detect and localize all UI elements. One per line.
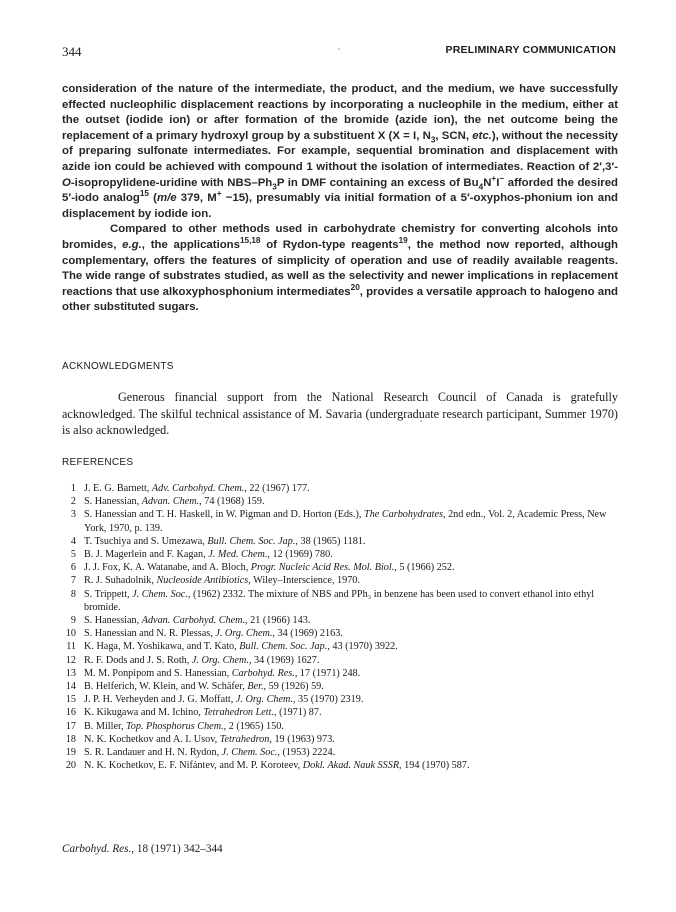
- citation-superscript: 15: [139, 189, 149, 199]
- reference-item: [62, 733, 622, 746]
- reference-journal: Bull. Chem. Soc. Jap.: [239, 641, 328, 653]
- reference-number: 2: [70, 496, 76, 508]
- reference-authors: S. Hanessian,: [84, 615, 142, 627]
- scan-speck: [338, 48, 340, 50]
- reference-journal: The Carbohydrates: [364, 509, 443, 521]
- text-run: , provides a versatile approach to halogeno and other substituted sugars.: [62, 285, 619, 314]
- reference-item: [62, 508, 622, 534]
- reference-journal: Adv. Carbohyd. Chem.: [151, 483, 245, 494]
- reference-item: [62, 588, 622, 614]
- reference-authors: J. P. H. Verheyden and J. G. Moffatt,: [84, 694, 236, 706]
- reference-journal: J. Org. Chem.: [191, 654, 249, 666]
- references-heading: REFERENCES: [62, 457, 134, 468]
- footer-citation: , 18 (1971) 342–344: [131, 843, 223, 855]
- reference-details: , (1971) 87.: [273, 707, 322, 719]
- italic-text: e.g.: [122, 238, 142, 251]
- reference-journal: Ber.: [247, 681, 264, 693]
- reference-item: [62, 574, 622, 587]
- reference-authors: B. Miller,: [84, 720, 127, 732]
- reference-journal: J. Chem. Soc.: [221, 747, 278, 759]
- acknowledgments-heading: ACKNOWLEDGMENTS: [62, 361, 174, 372]
- footer-journal: Carbohyd. Res.: [62, 843, 132, 855]
- body-paragraph-1: [62, 82, 618, 222]
- reference-item: [62, 640, 622, 653]
- scan-speck: [420, 420, 422, 422]
- reference-item: [62, 746, 622, 759]
- reference-journal: J. Org. Chem.: [215, 628, 273, 640]
- reference-number: 14: [65, 681, 76, 693]
- reference-details: , 2 (1965) 150.: [223, 720, 284, 732]
- reference-details: , (1953) 2224.: [277, 747, 336, 759]
- reference-number: 13: [65, 667, 76, 679]
- reference-number: 12: [65, 654, 76, 666]
- subscript: 4: [478, 181, 484, 191]
- italic-text: etc.: [472, 129, 492, 142]
- text-run: of Rydon-type reagents: [260, 238, 399, 251]
- reference-authors: K. Kikugawa and M. Ichino,: [84, 707, 204, 719]
- text-run: N: [483, 176, 492, 189]
- text-run: −15), presumably via initial formation of a 5′-oxyphos-phonium ion and displacement by iodide ion.: [62, 192, 618, 220]
- reference-number: 4: [70, 535, 76, 547]
- italic-text: m/e: [156, 192, 177, 205]
- text-run: , SCN,: [435, 129, 473, 142]
- reference-item: [62, 720, 622, 733]
- text-run: I: [496, 176, 500, 189]
- reference-details: , 12 (1969) 780.: [267, 549, 333, 561]
- reference-authors: S. Hanessian,: [84, 496, 142, 508]
- reference-number: 9: [70, 615, 76, 627]
- reference-number: 6: [70, 562, 76, 574]
- reference-number: 19: [65, 747, 76, 759]
- reference-details: , 19 (1963) 973.: [269, 733, 335, 745]
- reference-item: [62, 706, 622, 719]
- reference-authors: J. J. Fox, K. A. Watanabe, and A. Bloch,: [84, 562, 251, 574]
- reference-details: , 17 (1971) 248.: [294, 667, 361, 679]
- reference-number: 15: [65, 694, 76, 706]
- page-footer: [62, 843, 223, 855]
- subscript: 3: [430, 135, 436, 145]
- reference-number: 18: [65, 733, 76, 745]
- superscript: +: [491, 173, 497, 183]
- reference-details: , 34 (1969) 1627.: [248, 654, 320, 666]
- reference-details: , 5 (1966) 252.: [394, 562, 455, 574]
- reference-item: [62, 614, 622, 627]
- text-run: , the method now reported, although complementary, offers the features of simplicity of operation and use of readily available reagents. The wide range of substrates studied, as well as the selectivity and newer implications in replacement reactions that use alkoxyphosphonium intermediates: [62, 238, 618, 298]
- superscript: −: [499, 173, 505, 183]
- reference-details: , 74 (1968) 159.: [199, 496, 265, 508]
- reference-details: , 38 (1965) 1181.: [295, 535, 366, 547]
- reference-journal: Top. Phosphorus Chem.: [126, 720, 224, 732]
- reference-authors: B. Helferich, W. Klein, and W. Schäfer,: [84, 681, 248, 693]
- reference-number: 5: [70, 549, 76, 561]
- citation-superscript: 15,18: [239, 236, 261, 246]
- reference-number: 10: [65, 628, 76, 640]
- subscript: 3: [272, 181, 277, 191]
- reference-details: , (1962) 2332. The mixture of NBS and PPh₃ in benzene has been used to convert ethanol into ethyl bromide.: [84, 588, 595, 613]
- acknowledgments-text: [62, 389, 618, 439]
- reference-item: [62, 495, 622, 508]
- reference-number: 16: [65, 707, 76, 719]
- text-run: -isopropylidene-uridine with NBS–Ph: [70, 176, 273, 189]
- citation-superscript: 19: [398, 236, 408, 246]
- reference-number: 11: [66, 641, 76, 653]
- reference-authors: B. J. Magerlein and F. Kagan,: [84, 549, 209, 561]
- acknowledgments-paragraph: Generous financial support from the National Research Council of Canada is gratefully acknowledged. The skilful technical assistance of M. Savaria (undergraduate research participant, Summer 1970) is also acknowledged.: [62, 390, 618, 437]
- reference-item: [62, 654, 622, 667]
- reference-number: 20: [65, 760, 76, 772]
- reference-journal: Nucleoside Antibiotics: [156, 575, 249, 587]
- body-paragraph-2: [62, 222, 618, 316]
- superscript: +: [216, 189, 222, 199]
- reference-authors: T. Tsuchiya and S. Umezawa,: [84, 535, 208, 547]
- reference-authors: M. M. Ponpipom and S. Hanessian,: [84, 667, 232, 679]
- reference-journal: Carbohyd. Res.: [231, 667, 295, 679]
- reference-details: , 21 (1966) 143.: [245, 615, 311, 627]
- text-run: (: [148, 192, 157, 205]
- reference-journal: J. Med. Chem.: [208, 549, 268, 561]
- reference-item: [62, 759, 622, 772]
- reference-details: , 34 (1969) 2163.: [272, 628, 343, 640]
- text-run: , the applications: [141, 238, 240, 251]
- reference-details: , 59 (1926) 59.: [263, 681, 324, 693]
- page-header: [62, 44, 616, 62]
- reference-authors: S. Hanessian and T. H. Haskell, in W. Pigman and D. Horton (Eds.),: [84, 509, 365, 521]
- text-run: P in DMF containing an excess of Bu: [276, 176, 479, 189]
- reference-number: 17: [65, 720, 76, 732]
- reference-journal: J. Chem. Soc.: [132, 588, 188, 600]
- reference-number: 3: [70, 509, 76, 521]
- reference-number: 7: [70, 575, 76, 587]
- reference-details: , 194 (1970) 587.: [399, 760, 470, 772]
- reference-journal: Advan. Carbohyd. Chem.: [141, 615, 246, 627]
- text-run: ), without the necessity of preparing sulfonate intermediates. For example, sequential bromination and displacement with azide ion could be achieved with compound 1 without the isolation of intermediates. Reaction of 2′,3′-: [62, 129, 618, 173]
- text-run: Compared to other methods used in carbohydrate chemistry for converting alcohols into bromides,: [62, 223, 618, 251]
- page-number: 344: [62, 44, 82, 59]
- reference-journal: Tetrahedron: [219, 733, 270, 745]
- reference-journal: Advan. Chem.: [141, 496, 200, 508]
- citation-superscript: 20: [350, 282, 360, 292]
- reference-details: , 2nd edn., Vol. 2, Academic Press, New York, 1970, p. 139.: [84, 509, 607, 534]
- body-text: [62, 82, 618, 316]
- reference-authors: N. K. Kochetkov and A. I. Usov,: [84, 733, 220, 745]
- reference-authors: K. Haga, M. Yoshikawa, and T. Kato,: [84, 641, 240, 653]
- running-head: PRELIMINARY COMMUNICATION: [445, 44, 616, 56]
- text-run: consideration of the nature of the intermediate, the product, and the medium, we have successfully effected nucleophilic displacement reactions by incorporating a nucleophile in the medium, either at the outset (iodide ion) or after formation of the bromide (azide ion), the net outcome being the replacement of a primary hydroxyl group by a substituent X (X = I, N: [62, 83, 618, 142]
- reference-journal: Tetrahedron Lett.: [203, 707, 274, 719]
- text-run: afforded the desired 5′-iodo analog: [62, 176, 618, 205]
- text-run: 379, M: [176, 192, 217, 205]
- reference-item: [62, 693, 622, 706]
- reference-item: [62, 680, 622, 693]
- reference-authors: S. Hanessian and N. R. Plessas,: [84, 628, 216, 640]
- reference-list: [62, 482, 622, 772]
- reference-details: , Wiley–Interscience, 1970.: [248, 575, 360, 587]
- reference-authors: R. F. Dods and J. S. Roth,: [84, 654, 192, 666]
- reference-authors: S. Trippett,: [84, 588, 133, 600]
- reference-number: 8: [70, 588, 76, 600]
- reference-authors: J. E. G. Barnett,: [84, 483, 152, 494]
- reference-details: , 22 (1967) 177.: [244, 483, 310, 494]
- reference-details: , 43 (1970) 3922.: [327, 641, 398, 653]
- reference-journal: Progr. Nucleic Acid Res. Mol. Biol.: [250, 562, 395, 574]
- reference-item: [62, 535, 622, 548]
- reference-item: [62, 548, 622, 561]
- reference-item: [62, 482, 622, 495]
- reference-journal: J. Org. Chem.: [235, 694, 293, 706]
- reference-journal: Bull. Chem. Soc. Jap.: [207, 535, 296, 547]
- reference-item: [62, 627, 622, 640]
- reference-item: [62, 667, 622, 680]
- reference-item: [62, 561, 622, 574]
- reference-number: 1: [70, 483, 76, 494]
- reference-authors: R. J. Suhadolnik,: [84, 575, 157, 587]
- reference-authors: N. K. Kochetkov, E. F. Nifántev, and M. P. Koroteev,: [84, 760, 303, 772]
- reference-journal: Dokl. Akad. Nauk SSSR: [302, 760, 400, 772]
- italic-text: O: [62, 176, 71, 189]
- reference-authors: S. R. Landauer and H. N. Rydon,: [84, 747, 222, 759]
- reference-details: , 35 (1970) 2319.: [292, 694, 364, 706]
